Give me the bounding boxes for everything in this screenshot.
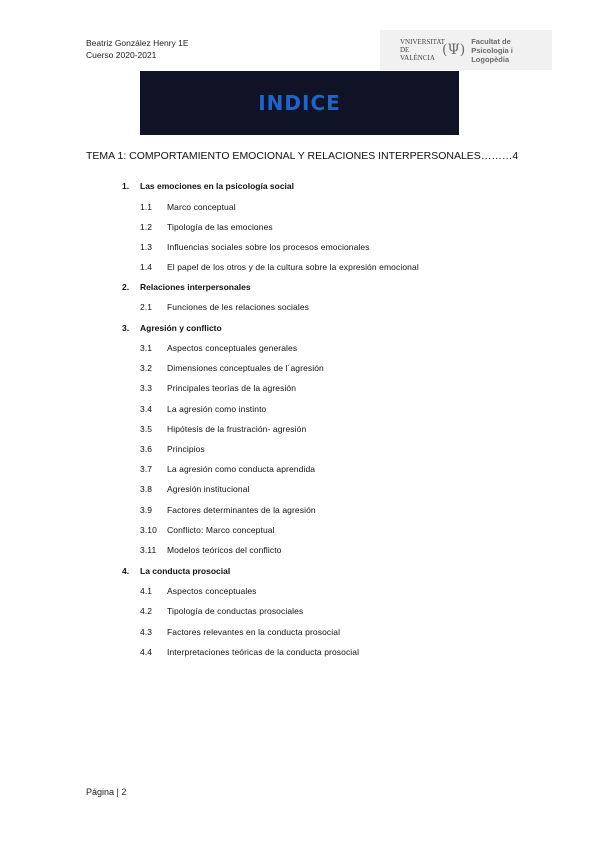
tema-title: TEMA 1: COMPORTAMIENTO EMOCIONAL Y RELACIONES INTERPERSONALES bbox=[86, 150, 481, 162]
toc-subsection-title: Interpretaciones teóricas de la conducta prosocial bbox=[167, 647, 360, 657]
toc-subsection[interactable] bbox=[140, 484, 250, 494]
toc-subsection[interactable] bbox=[140, 424, 306, 434]
toc-subsection-number: 3.8 bbox=[140, 484, 153, 494]
university-logo bbox=[380, 30, 552, 70]
toc-subsection-title: Principios bbox=[167, 444, 205, 454]
toc-subsection-title: Marco conceptual bbox=[167, 202, 236, 212]
toc-subsection[interactable] bbox=[140, 404, 266, 414]
toc-subsection-number: 3.7 bbox=[140, 464, 153, 474]
toc-subsection-title: Agresión institucional bbox=[167, 484, 250, 494]
toc-subsection[interactable] bbox=[140, 363, 324, 373]
toc-subsection-title: El papel de los otros y de la cultura sobre la expresión emocional bbox=[167, 262, 419, 272]
toc-subsection[interactable] bbox=[140, 302, 309, 312]
toc-subsection-number: 3.5 bbox=[140, 424, 153, 434]
toc-section[interactable] bbox=[122, 566, 230, 576]
toc-subsection-number: 1.3 bbox=[140, 242, 153, 252]
toc-subsection-number: 3.3 bbox=[140, 383, 153, 393]
university-name: VNIVERSITAT DE VALÈNCIA bbox=[400, 38, 445, 62]
tema-dots: ……… bbox=[480, 150, 513, 162]
toc-subsection[interactable] bbox=[140, 202, 236, 212]
toc-section-title: Agresión y conflicto bbox=[140, 323, 222, 333]
toc-subsection-title: La agresión como instinto bbox=[167, 404, 267, 414]
toc-subsection-title: Conflicto: Marco conceptual bbox=[167, 525, 275, 535]
toc-subsection-number: 1.1 bbox=[140, 202, 153, 212]
toc-section[interactable] bbox=[122, 282, 251, 292]
toc-subsection-title: Funciones de les relaciones sociales bbox=[167, 302, 310, 312]
toc-subsection-number: 1.2 bbox=[140, 222, 153, 232]
toc-subsection-number: 2.1 bbox=[140, 302, 153, 312]
toc-subsection-title: Influencias sociales sobre los procesos emocionales bbox=[167, 242, 370, 252]
toc-subsection-title: Factores relevantes en la conducta prosocial bbox=[167, 627, 341, 637]
toc-subsection[interactable] bbox=[140, 242, 370, 252]
tema-page: 4 bbox=[512, 150, 519, 162]
toc-tema-entry[interactable] bbox=[86, 150, 518, 162]
toc-subsection[interactable] bbox=[140, 627, 340, 637]
toc-subsection-number: 3.2 bbox=[140, 363, 153, 373]
toc-subsection-title: Modelos teóricos del conflicto bbox=[167, 545, 282, 555]
toc-subsection-title: Aspectos conceptuales generales bbox=[167, 343, 298, 353]
toc-section-title: Relaciones interpersonales bbox=[140, 282, 251, 292]
toc-subsection[interactable] bbox=[140, 545, 282, 555]
toc-section[interactable] bbox=[122, 323, 222, 333]
toc-subsection[interactable] bbox=[140, 586, 257, 596]
toc-subsection-title: Principales teorías de la agresión bbox=[167, 383, 297, 393]
toc-subsection-number: 3.6 bbox=[140, 444, 153, 454]
index-banner bbox=[140, 71, 459, 135]
toc-section-number: 1. bbox=[122, 181, 130, 191]
toc-subsection-number: 4.2 bbox=[140, 606, 153, 616]
toc-section[interactable] bbox=[122, 181, 294, 191]
toc-subsection-title: Factores determinantes de la agresión bbox=[167, 505, 316, 515]
toc-subsection-number: 3.4 bbox=[140, 404, 153, 414]
toc-subsection[interactable] bbox=[140, 222, 273, 232]
author-name: Beatriz González Henry 1E bbox=[86, 38, 189, 48]
toc-subsection[interactable] bbox=[140, 505, 316, 515]
document-header bbox=[86, 37, 189, 61]
toc-subsection[interactable] bbox=[140, 606, 303, 616]
toc-section-number: 4. bbox=[122, 566, 130, 576]
toc-section-number: 3. bbox=[122, 323, 130, 333]
faculty-name: Facultat de Psicologia i Logopèdia bbox=[471, 36, 513, 64]
toc-subsection[interactable] bbox=[140, 262, 419, 272]
toc-subsection-title: Tipología de conductas prosociales bbox=[167, 606, 304, 616]
toc-subsection-number: 3.10 bbox=[140, 525, 157, 535]
toc-subsection[interactable] bbox=[140, 647, 359, 657]
toc-subsection-number: 3.9 bbox=[140, 505, 153, 515]
page-footer: Página | 2 bbox=[86, 787, 127, 797]
course-year: Cuerso 2020-2021 bbox=[86, 50, 157, 60]
toc-subsection-title: La agresión como conducta aprendida bbox=[167, 464, 316, 474]
toc-section-title: La conducta prosocial bbox=[140, 566, 231, 576]
index-title: INDICE bbox=[258, 91, 341, 115]
toc-subsection-title: Dimensiones conceptuales de l´agresión bbox=[167, 363, 324, 373]
toc-subsection[interactable] bbox=[140, 525, 275, 535]
toc-subsection-number: 4.4 bbox=[140, 647, 153, 657]
toc-subsection-number: 4.3 bbox=[140, 627, 153, 637]
toc-subsection-title: Tipología de las emociones bbox=[167, 222, 273, 232]
toc-subsection[interactable] bbox=[140, 383, 296, 393]
toc-subsection-title: Aspectos conceptuales bbox=[167, 586, 257, 596]
toc-subsection[interactable] bbox=[140, 343, 297, 353]
toc-subsection[interactable] bbox=[140, 444, 205, 454]
toc-subsection-number: 3.11 bbox=[140, 545, 157, 555]
toc-subsection[interactable] bbox=[140, 464, 315, 474]
psi-icon: (Ψ) bbox=[442, 42, 466, 58]
toc-subsection-number: 1.4 bbox=[140, 262, 153, 272]
toc-section-number: 2. bbox=[122, 282, 130, 292]
toc-subsection-number: 4.1 bbox=[140, 586, 153, 596]
toc-subsection-title: Hipótesis de la frustración- agresión bbox=[167, 424, 307, 434]
toc-subsection-number: 3.1 bbox=[140, 343, 153, 353]
toc-section-title: Las emociones en la psicología social bbox=[140, 181, 295, 191]
